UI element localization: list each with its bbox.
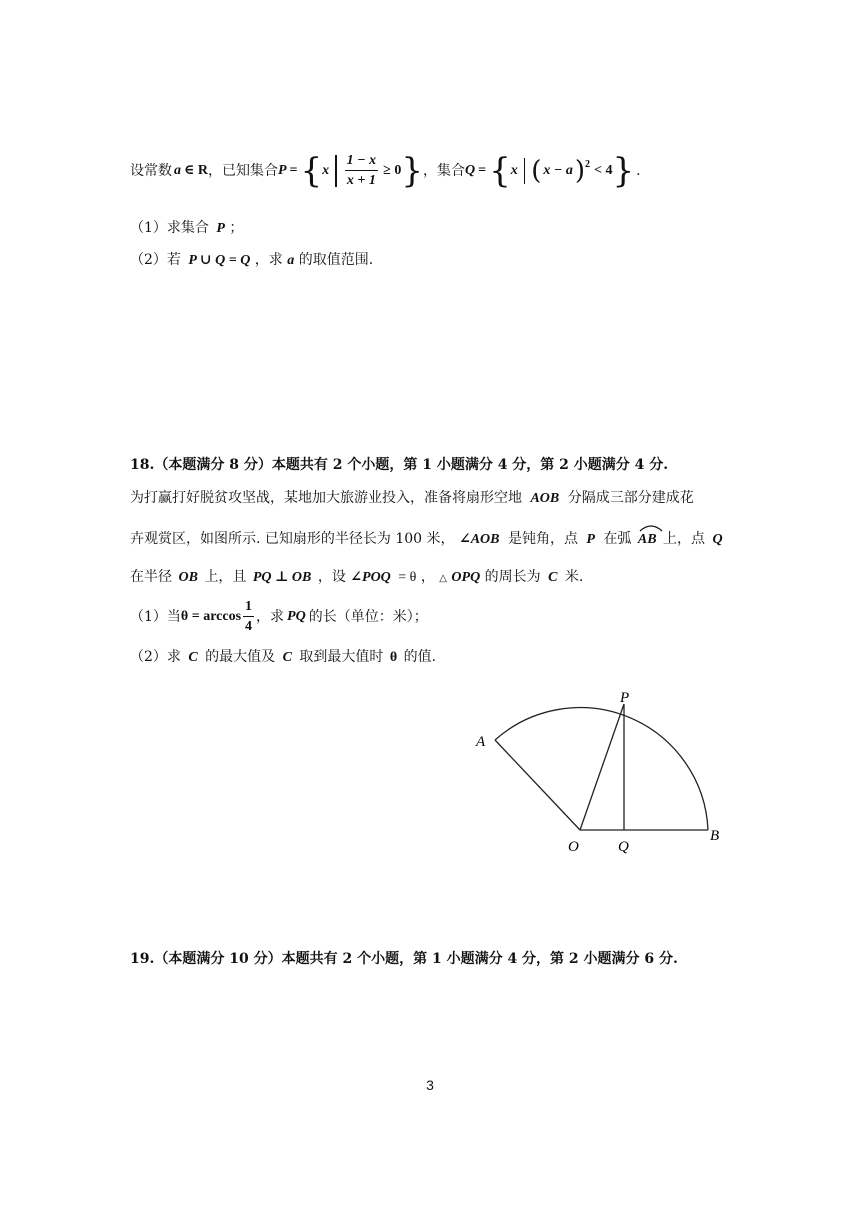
point-q: Q	[712, 532, 723, 547]
q18-part2	[130, 650, 436, 665]
q17-part2	[130, 253, 373, 268]
part-text: ，求	[254, 252, 283, 268]
perpendicular-relation: PQ ⊥ OB	[252, 570, 312, 585]
q17-stem-text3: ，集合	[422, 163, 465, 179]
q17-stem-end: .	[636, 163, 641, 179]
text: 在弧	[603, 531, 632, 547]
union-equation: P ∪ Q = Q	[188, 253, 251, 268]
var-x: x	[510, 163, 518, 178]
geq-zero: ≥ 0	[383, 163, 402, 178]
radius-ob: OB	[178, 570, 198, 585]
q18-header: 18.（本题满分 8 分）本题共有 2 个小题，第 1 小题满分 4 分，第 2 小题满分 4 分.	[130, 457, 669, 473]
equals: =	[289, 163, 298, 178]
fraction-numerator: 1 − x	[345, 154, 378, 171]
text: 米.	[564, 569, 584, 585]
segment-op	[580, 704, 624, 830]
sector-aob: AOB	[530, 491, 560, 506]
sector-diagram	[470, 688, 740, 863]
label-a: A	[476, 734, 486, 750]
left-brace: {	[300, 151, 323, 191]
fraction-denominator: x + 1	[346, 173, 376, 188]
theta: θ	[389, 650, 398, 665]
fraction	[345, 154, 378, 188]
less-than-four: < 4	[594, 163, 613, 178]
text: 的值.	[403, 649, 437, 665]
fraction-one-quarter	[243, 600, 254, 634]
angle-poq: ∠POQ	[350, 570, 391, 585]
q18-body-line2	[130, 532, 723, 547]
set-bar	[524, 158, 526, 184]
equals: =	[478, 163, 487, 178]
text: 上，且	[204, 569, 247, 585]
q18-body-line1	[130, 491, 694, 506]
q17-stem-text1: 设常数	[130, 163, 172, 179]
set-p-name: P	[216, 221, 225, 236]
part-end: ；	[229, 220, 244, 236]
var-a: a	[287, 253, 295, 268]
text: 的周长为	[484, 569, 541, 585]
perimeter-c: C	[282, 650, 292, 665]
arc-mark-icon	[638, 522, 664, 532]
point-p: P	[586, 532, 595, 547]
text: 上，点	[663, 531, 706, 547]
text: 取到最大值时	[299, 649, 384, 665]
set-q	[489, 151, 635, 191]
right-brace: }	[401, 151, 423, 191]
triangle-symbol: △	[439, 573, 447, 584]
text: ，求	[256, 609, 285, 625]
right-brace: }	[612, 151, 635, 191]
arc-ab-label: AB	[637, 532, 657, 547]
text: 分隔成三部分建成花	[567, 490, 694, 506]
triangle-opq: OPQ	[451, 570, 481, 585]
q18-part1	[130, 597, 428, 637]
left-paren: (	[531, 156, 542, 186]
label-b: B	[710, 828, 720, 844]
perimeter-c: C	[548, 570, 558, 585]
set-q-name: Q	[464, 163, 476, 178]
part-label: （2）求	[130, 649, 181, 665]
text: 卉观赏区，如图所示. 已知扇形的半径长为 100 米，	[130, 531, 455, 547]
page-number: 3	[426, 1077, 434, 1093]
x-minus-a: x − a	[543, 163, 573, 178]
theta-arccos: θ = arccos	[180, 609, 242, 624]
text: ，设	[317, 569, 346, 585]
var-x: x	[322, 163, 330, 178]
left-brace: {	[489, 151, 511, 191]
q17-stem	[130, 151, 641, 191]
text: ，	[420, 569, 435, 585]
angle-aob: ∠AOB	[458, 532, 500, 547]
label-q: Q	[618, 839, 629, 855]
set-bar	[335, 155, 337, 187]
var-a: a	[174, 163, 181, 178]
label-p: P	[620, 690, 630, 706]
fraction-denominator: 4	[245, 619, 253, 634]
label-o: O	[568, 839, 579, 855]
text: 在半径	[130, 569, 172, 585]
theta-equals: = θ	[398, 570, 417, 585]
text: 的长（单位：米）；	[308, 609, 428, 625]
text: 为打赢打好脱贫攻坚战，某地加大旅游业投入，准备将扇形空地	[130, 490, 522, 506]
q17-stem-text2: ，已知集合	[207, 163, 278, 179]
text: 的最大值及	[205, 649, 276, 665]
arc-ab	[638, 532, 657, 547]
set-p-name: P	[277, 163, 287, 178]
fraction-numerator: 1	[243, 600, 254, 617]
q19-header: 19.（本题满分 10 分）本题共有 2 个小题，第 1 小题满分 4 分，第 2 小题满分 6 分.	[130, 951, 678, 967]
set-p	[300, 151, 423, 191]
q18-body-line3	[130, 570, 583, 585]
exponent: 2	[585, 159, 591, 170]
in-r: ∈ R	[184, 163, 208, 178]
part-label: （1）当	[130, 609, 181, 625]
right-paren: )	[574, 156, 586, 186]
segment-pq: PQ	[287, 609, 306, 624]
text: 是钝角，点	[507, 531, 578, 547]
part-label: （1）求集合	[130, 220, 209, 236]
part-end: 的取值范围.	[298, 252, 374, 268]
radius-oa	[495, 740, 580, 830]
perimeter-c: C	[188, 650, 198, 665]
q17-part1	[130, 221, 243, 236]
part-label: （2）若	[130, 252, 181, 268]
